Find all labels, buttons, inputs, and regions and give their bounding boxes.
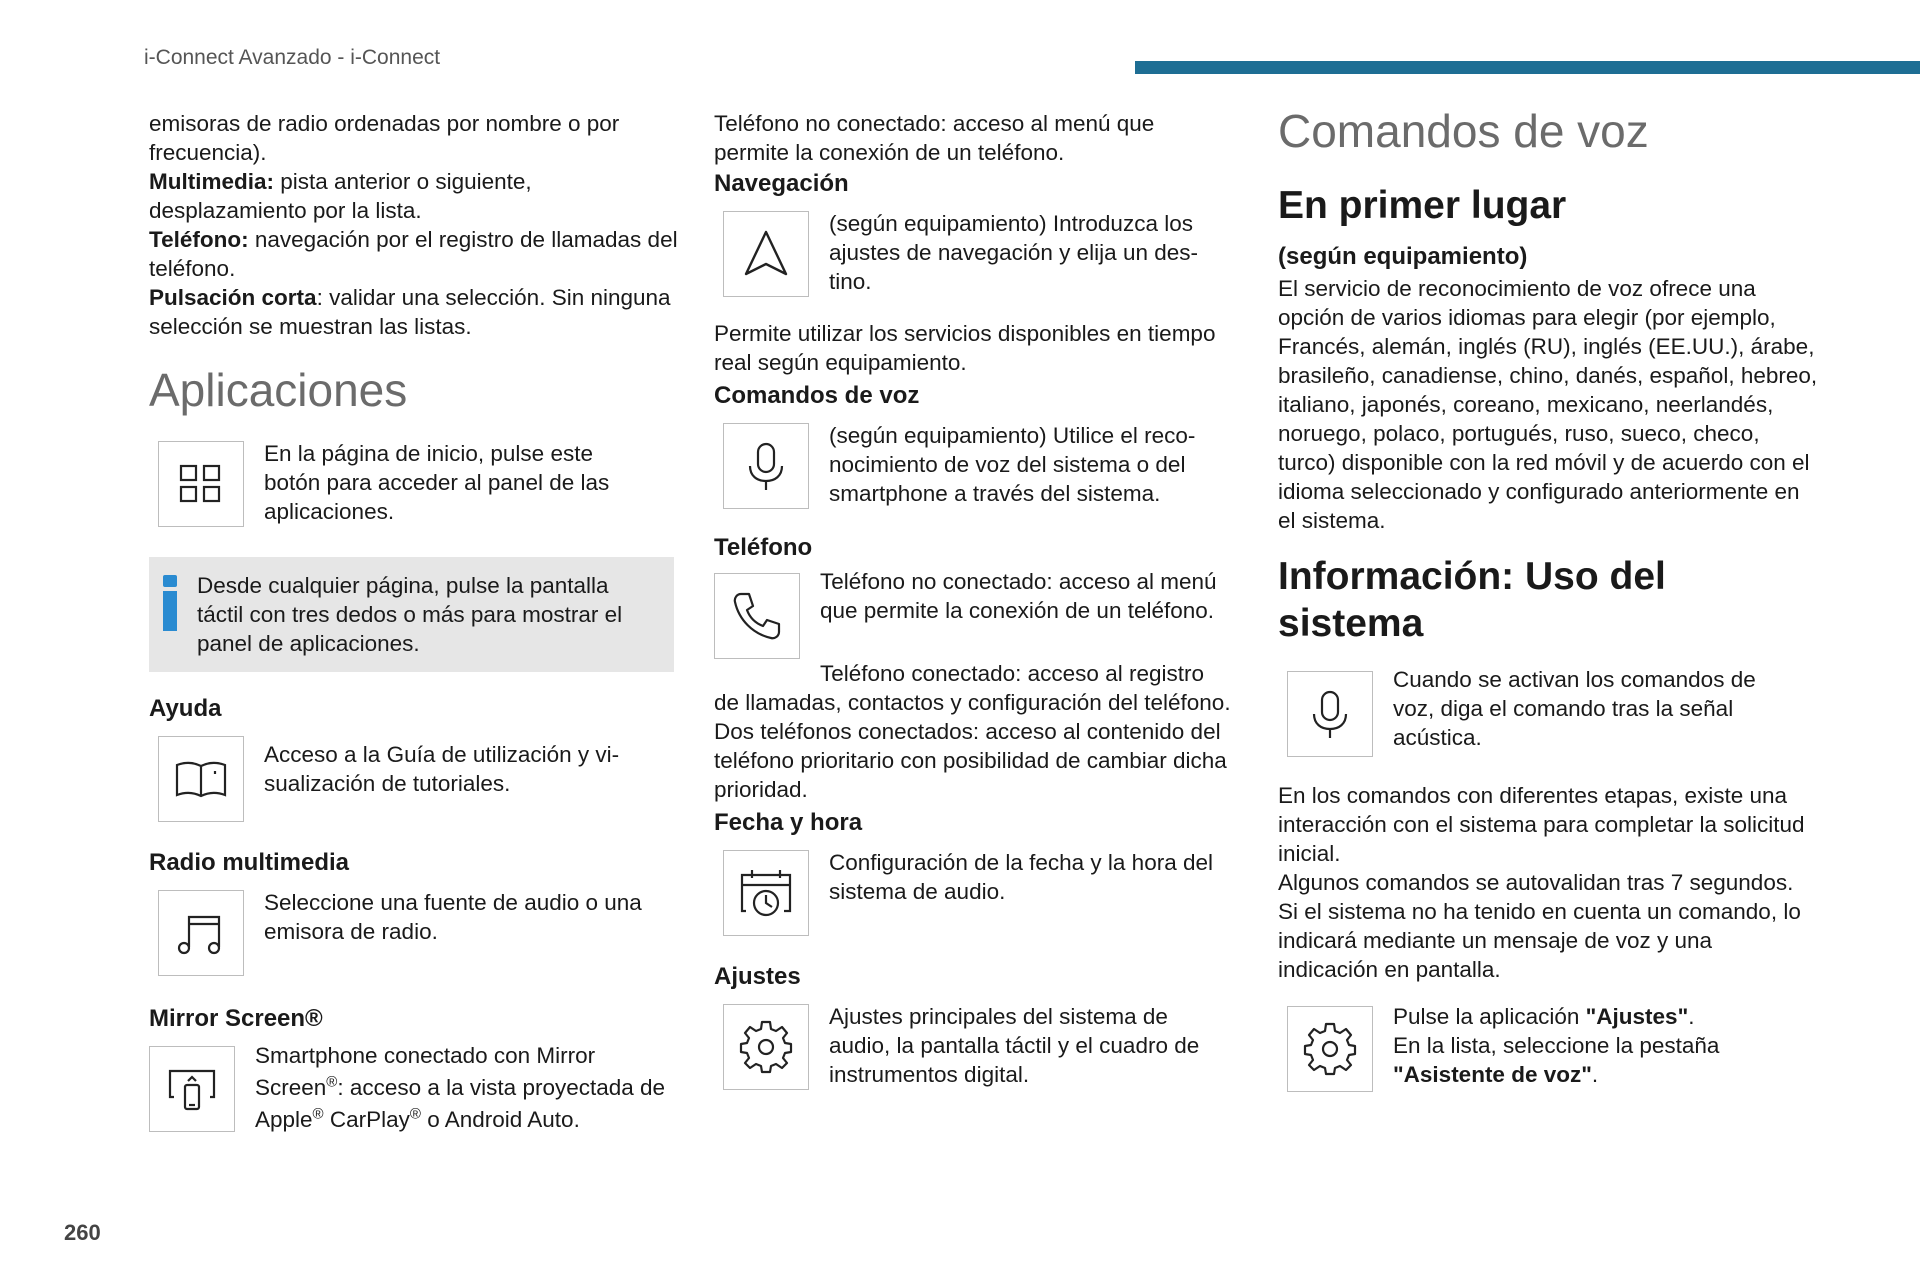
info-note-text: Desde cualquier página, pulse la pantalla táctil con tres dedos o más para mostrar el panel de aplicaciones. — [197, 573, 623, 656]
ajustes-steps-row — [1278, 1002, 1818, 1092]
aplicaciones-row — [149, 441, 679, 527]
navegacion-row — [714, 211, 1234, 297]
intro-text — [149, 109, 679, 341]
column-2 — [714, 109, 1234, 1090]
pulsacion-text: : validar una selección. Sin ninguna selección se muestran las listas. — [149, 285, 671, 339]
aplicaciones-text: En la página de inicio, pulse este botón para acceder al panel de las aplicaciones. — [264, 441, 610, 524]
mirror-text-1: Smartphone conectado con Mirror Screen — [255, 1043, 596, 1100]
navegacion-heading: Navegación — [714, 170, 849, 197]
comandos-text: (según equipamiento) Utilice el reco-nocimiento de voz del sistema o del smartphone a través del sistema. — [829, 423, 1196, 506]
gear-icon — [1287, 1006, 1373, 1092]
ajustes-steps-text — [1393, 1002, 1813, 1089]
mirror-text-4: o Android Auto. — [420, 1107, 580, 1132]
book-icon — [158, 736, 244, 822]
primer-lugar-heading: En primer lugar — [1278, 184, 1567, 227]
radio-text: Seleccione una fuente de audio o una emisora de radio. — [264, 890, 642, 944]
ajustes-heading: Ajustes — [714, 963, 801, 990]
mic-text: Cuando se activan los comandos de voz, diga el comando tras la señal acústica. — [1393, 667, 1756, 750]
step-2-text: En la lista, seleccione la pestaña — [1393, 1033, 1720, 1058]
info-note-box — [149, 557, 674, 672]
comandos-heading: Comandos de voz — [714, 382, 920, 409]
header-accent-bar — [1135, 61, 1920, 74]
mic-row — [1278, 665, 1818, 757]
telefono-text: navegación por el registro de llamadas del teléfono. — [149, 227, 678, 281]
ajustes-row — [714, 1004, 1234, 1090]
microphone-icon — [1287, 671, 1373, 757]
step-2-bold: "Asistente de voz" — [1393, 1062, 1592, 1087]
step-1-bold: "Ajustes" — [1585, 1004, 1689, 1029]
info-uso-heading: Información: Uso del sistema — [1278, 555, 1666, 645]
pulsacion-label: Pulsación corta — [149, 285, 317, 310]
gear-icon — [723, 1004, 809, 1090]
mirror-text — [255, 1040, 675, 1136]
mirror-heading: Mirror Screen® — [149, 1005, 323, 1032]
music-note-icon — [158, 890, 244, 976]
radio-row — [149, 890, 679, 976]
column-1 — [149, 109, 679, 1136]
intro-line: emisoras de radio ordenadas por nombre o por frecuencia). — [149, 111, 620, 165]
page-number: 260 — [64, 1220, 101, 1245]
microphone-icon — [723, 423, 809, 509]
reg-mark: ® — [312, 1105, 324, 1123]
calendar-clock-icon — [723, 850, 809, 936]
fecha-row — [714, 850, 1234, 936]
info-icon — [163, 575, 177, 658]
mirror-row — [149, 1040, 679, 1136]
primer-lugar-text: El servicio de reconocimiento de voz ofrece una opción de varios idiomas para elegir (por ejemplo, Francés, alemán, inglés (RU), inglés (EE.UU.), árabe, brasileño, canadiense, chino, danés, español, hebreo, italiano, japonés, coreano, mexicano, neerlandés, noruego, polaco, portugués, ruso, sueco, checo, turco) disponible con la red móvil y de acuerdo con el idioma seleccionado y configurado anteriormente en el sistema. — [1278, 276, 1818, 533]
telefono-heading: Teléfono — [714, 534, 813, 561]
multimedia-text: pista anterior o siguiente, desplazamiento por la lista. — [149, 169, 532, 223]
column-3 — [1278, 104, 1818, 1092]
mirror-screen-icon — [149, 1046, 235, 1132]
ayuda-heading: Ayuda — [149, 695, 222, 722]
fecha-heading: Fecha y hora — [714, 809, 863, 836]
no-tenido-text: Si el sistema no ha tenido en cuenta un comando, lo indicará mediante un mensaje de voz y una indicación en pantalla. — [1278, 899, 1801, 982]
step-1-text: Pulse la aplicación — [1393, 1004, 1586, 1029]
running-title: i-Connect Avanzado - i-Connect — [144, 46, 441, 69]
reg-mark: ® — [326, 1073, 338, 1091]
navegacion-text: (según equipamiento) Introduzca los ajustes de navegación y elija un des-tino. — [829, 211, 1198, 294]
fecha-text: Configuración de la fecha y la hora del sistema de audio. — [829, 850, 1213, 904]
ayuda-row — [149, 736, 679, 822]
navigation-arrow-icon — [723, 211, 809, 297]
ayuda-text: Acceso a la Guía de utilización y vi-sualización de tutoriales. — [264, 742, 620, 796]
apps-grid-icon — [158, 441, 244, 527]
aplicaciones-heading: Aplicaciones — [149, 364, 408, 416]
comandos-row — [714, 423, 1234, 509]
etapas-text: En los comandos con diferentes etapas, existe una interacción con el sistema para completar la solicitud inicial. — [1278, 783, 1805, 866]
telefono-text-1: Teléfono no conectado: acceso al menú que permite la conexión de un teléfono. — [820, 569, 1217, 623]
telefono-text-2: Teléfono conectado: acceso al registro de llamadas, contactos y configuración del teléfono. — [714, 661, 1231, 715]
telefono-row — [714, 567, 1234, 659]
telefono-label: Teléfono: — [149, 227, 249, 252]
reg-mark: ® — [409, 1105, 421, 1123]
step-1-end: . — [1688, 1004, 1695, 1029]
radio-heading: Radio multimedia — [149, 849, 350, 876]
navegacion-after-text: Permite utilizar los servicios disponibles en tiempo real según equipamiento. — [714, 321, 1216, 375]
col2-top-text: Teléfono no conectado: acceso al menú que permite la conexión de un teléfono. — [714, 111, 1155, 165]
step-2-end: . — [1591, 1062, 1599, 1087]
ajustes-text: Ajustes principales del sistema de audio, la pantalla táctil y el cuadro de instrumentos digital. — [829, 1004, 1200, 1087]
autovalidan-text: Algunos comandos se autovalidan tras 7 segundos. — [1278, 870, 1794, 895]
mirror-text-2: : acceso a la vista proyectada de Apple — [255, 1075, 666, 1132]
primer-lugar-subheading: (según equipamiento) — [1278, 243, 1528, 270]
phone-handset-icon — [714, 573, 800, 659]
multimedia-label: Multimedia: — [149, 169, 275, 194]
comandos-voz-title: Comandos de voz — [1278, 105, 1649, 157]
mirror-text-3: CarPlay — [323, 1107, 410, 1132]
telefono-text-3: Dos teléfonos conectados: acceso al contenido del teléfono prioritario con posibilidad de cambiar dicha prioridad. — [714, 719, 1227, 802]
